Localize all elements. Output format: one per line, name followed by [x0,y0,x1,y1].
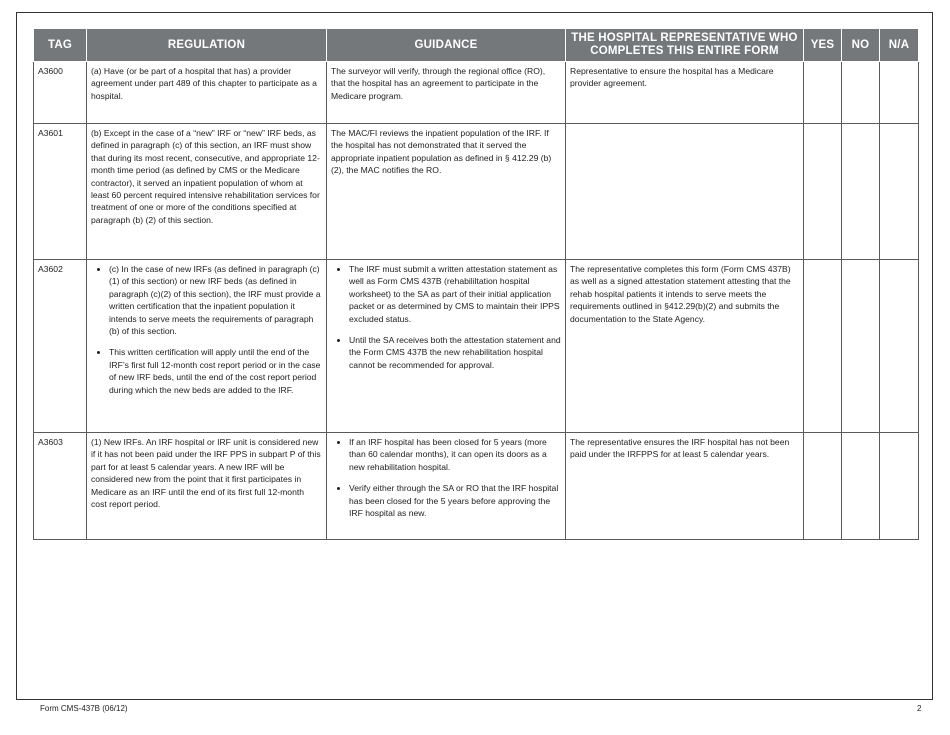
guidance-cell: The MAC/FI reviews the inpatient population of the IRF. If the hospital has not demonstrated that it served the appropriate inpatient population as defined in § 412.29 (b)(2), the MAC notifies the RO. [327,124,566,260]
regulation-cell: (a) Have (or be part of a hospital that has) a provider agreement under part 489 of this chapter to participate as a hospital. [87,62,327,124]
table-row [34,62,919,124]
yes-checkbox-cell[interactable] [804,260,842,433]
table-row [34,433,919,540]
list-item: • The IRF must submit a written attestation statement as well as Form CMS 437B (rehabililtation hospital worksheet) to the SA as part of their initial application packet or as determined by CMS to maintain their IPPS excluded status. [349,263,561,325]
survey-form-table [33,28,919,540]
regulation-cell [87,260,327,433]
representative-cell: Representative to ensure the hospital has a Medicare provider agreement. [566,62,804,124]
regulation-cell: (1) New IRFs. An IRF hospital or IRF unit is considered new if it has not been paid under the IRF PPS in subpart P of this part for at least 5 calendar years. A new IRF will be considered new from the point that it first participates in Medicare as an IRF until the end of its first full 12-month cost report period. [87,433,327,540]
yes-checkbox-cell[interactable] [804,62,842,124]
guidance-bullet-list [331,436,561,519]
header-regulation: REGULATION [87,29,327,62]
guidance-cell [327,433,566,540]
header-yes: YES [804,29,842,62]
na-checkbox-cell[interactable] [880,62,919,124]
page-number: 2 [917,704,922,713]
form-id-footer: Form CMS-437B (06/12) [40,704,128,713]
tag-cell: A3601 [34,124,87,260]
yes-checkbox-cell[interactable] [804,433,842,540]
header-no: NO [842,29,880,62]
header-representative-line2: COMPLETES THIS ENTIRE FORM [590,45,779,57]
header-na: N/A [880,29,919,62]
list-item: • Until the SA receives both the attestation statement and the Form CMS 437B the new rehabilitation hospital cannot be recommended for approval. [349,334,561,371]
representative-cell: The representative ensures the IRF hospital has not been paid under the IRFPPS for at least 5 calendar years. [566,433,804,540]
na-checkbox-cell[interactable] [880,260,919,433]
na-checkbox-cell[interactable] [880,124,919,260]
header-guidance: GUIDANCE [327,29,566,62]
regulation-cell: (b) Except in the case of a “new” IRF or “new” IRF beds, as defined in paragraph (c) of this section, an IRF must show that during its most recent, consecutive, and appropriate 12-month time period (as defined by CMS or the Medicare contractor), it served an inpatient population of whom at least 60 percent required intensive rehabilitation services for treatment of one or more of the conditions specified at paragraph (b) (2) of this section. [87,124,327,260]
no-checkbox-cell[interactable] [842,260,880,433]
header-row [34,29,919,62]
tag-cell: A3602 [34,260,87,433]
list-item: • If an IRF hospital has been closed for 5 years (more than 60 calendar months), it can open its doors as a new rehabilitation hospital. [349,436,561,473]
list-item: • (c) In the case of new IRFs (as defined in paragraph (c)(1) of this section) or new IRF beds (as defined in paragraph (c)(2) of this section), the IRF must provide a written certification that the inpatient population it intends to serve meets the requirements of paragraph (b) of this section. [109,263,322,337]
guidance-bullet-list [331,263,561,371]
tag-cell: A3603 [34,433,87,540]
table-row [34,124,919,260]
tag-cell: A3600 [34,62,87,124]
header-tag: TAG [34,29,87,62]
regulation-bullet-list [91,263,322,396]
no-checkbox-cell[interactable] [842,62,880,124]
representative-cell: The representative completes this form (Form CMS 437B) as well as a signed attestation statement attesting that the rehab hospital patients it intends to serve meets the requirements outlined in §412.29(b)(2) and submits the documentation to the State Agency. [566,260,804,433]
no-checkbox-cell[interactable] [842,433,880,540]
list-item: • Verify either through the SA or RO that the IRF hospital has been closed for the 5 years before approving the IRF hospital as new. [349,482,561,519]
na-checkbox-cell[interactable] [880,433,919,540]
guidance-cell [327,260,566,433]
table-row [34,260,919,433]
header-representative [566,29,804,62]
guidance-cell: The surveyor will verify, through the regional office (RO), that the hospital has an agreement to participate in the Medicare program. [327,62,566,124]
list-item: • This written certification will apply until the end of the IRF’s first full 12-month cost report period or in the case of new IRF beds, until the end of the cost report period during which the new beds are added to the IRF. [109,346,322,396]
yes-checkbox-cell[interactable] [804,124,842,260]
header-representative-line1: THE HOSPITAL REPRESENTATIVE WHO [571,32,798,44]
representative-cell [566,124,804,260]
no-checkbox-cell[interactable] [842,124,880,260]
